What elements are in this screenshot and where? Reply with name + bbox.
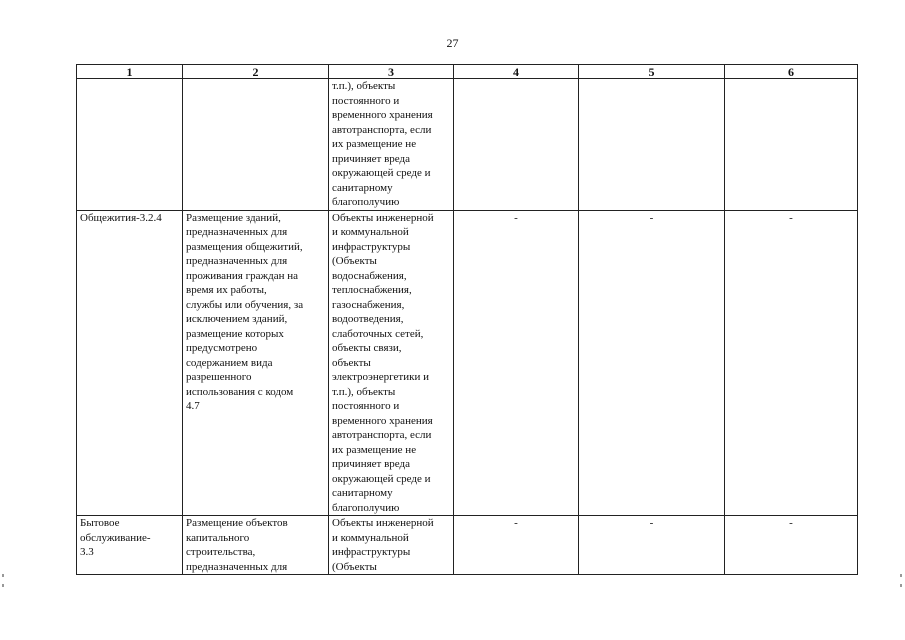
column-header: 3 (329, 65, 454, 79)
table-row (77, 210, 858, 516)
regulations-table (76, 64, 858, 575)
table-row (77, 516, 858, 575)
cell-value: - (649, 211, 654, 224)
permitted-objects: т.п.), объекты постоянного и временного хранения автотранспорта, если их размещение не причиняет вреда окружающей среде и санитарному благополучию (332, 80, 433, 208)
column-header: 4 (454, 65, 579, 79)
scan-mark (900, 574, 902, 577)
permitted-objects: Объекты инженерной и коммунальной инфраструктуры (Объекты водоснабжения, теплоснабжения, газоснабжения, водоотведения, слаботочных сетей, объекты связи, объекты электроэнергетики и т.п.), объекты постоянного и временного хранения автотранспорта, если их размещение не причиняет вреда окружающей среде и санитарному благополучию (332, 211, 434, 514)
column-header: 1 (77, 65, 183, 79)
cell-value: - (514, 211, 518, 224)
land-use-name: Общежития-3.2.4 (80, 211, 162, 224)
scan-mark (900, 584, 902, 587)
cell-value: - (789, 211, 793, 224)
cell-value: - (514, 517, 518, 529)
land-use-name: Бытовое обслуживание- 3.3 (80, 517, 151, 558)
column-header: 5 (579, 65, 725, 79)
scan-mark (2, 584, 4, 587)
land-use-description: Размещение объектов капитального строительства, предназначенных для (186, 517, 288, 573)
cell-value: - (649, 517, 654, 529)
permitted-objects: Объекты инженерной и коммунальной инфраструктуры (Объекты (332, 517, 434, 573)
column-header: 2 (183, 65, 329, 79)
table-header-row (77, 65, 858, 79)
cell-value: - (789, 517, 793, 529)
page-number: 27 (446, 36, 459, 50)
land-use-description: Размещение зданий, предназначенных для размещения общежитий, предназначенных для проживания граждан на время их работы, службы или обучения, за исключением зданий, размещение которых предусмотрено содержанием вида разрешенного использования с кодом 4.7 (186, 211, 304, 412)
table-row (77, 79, 858, 211)
scan-mark (2, 574, 4, 577)
column-header: 6 (725, 65, 858, 79)
